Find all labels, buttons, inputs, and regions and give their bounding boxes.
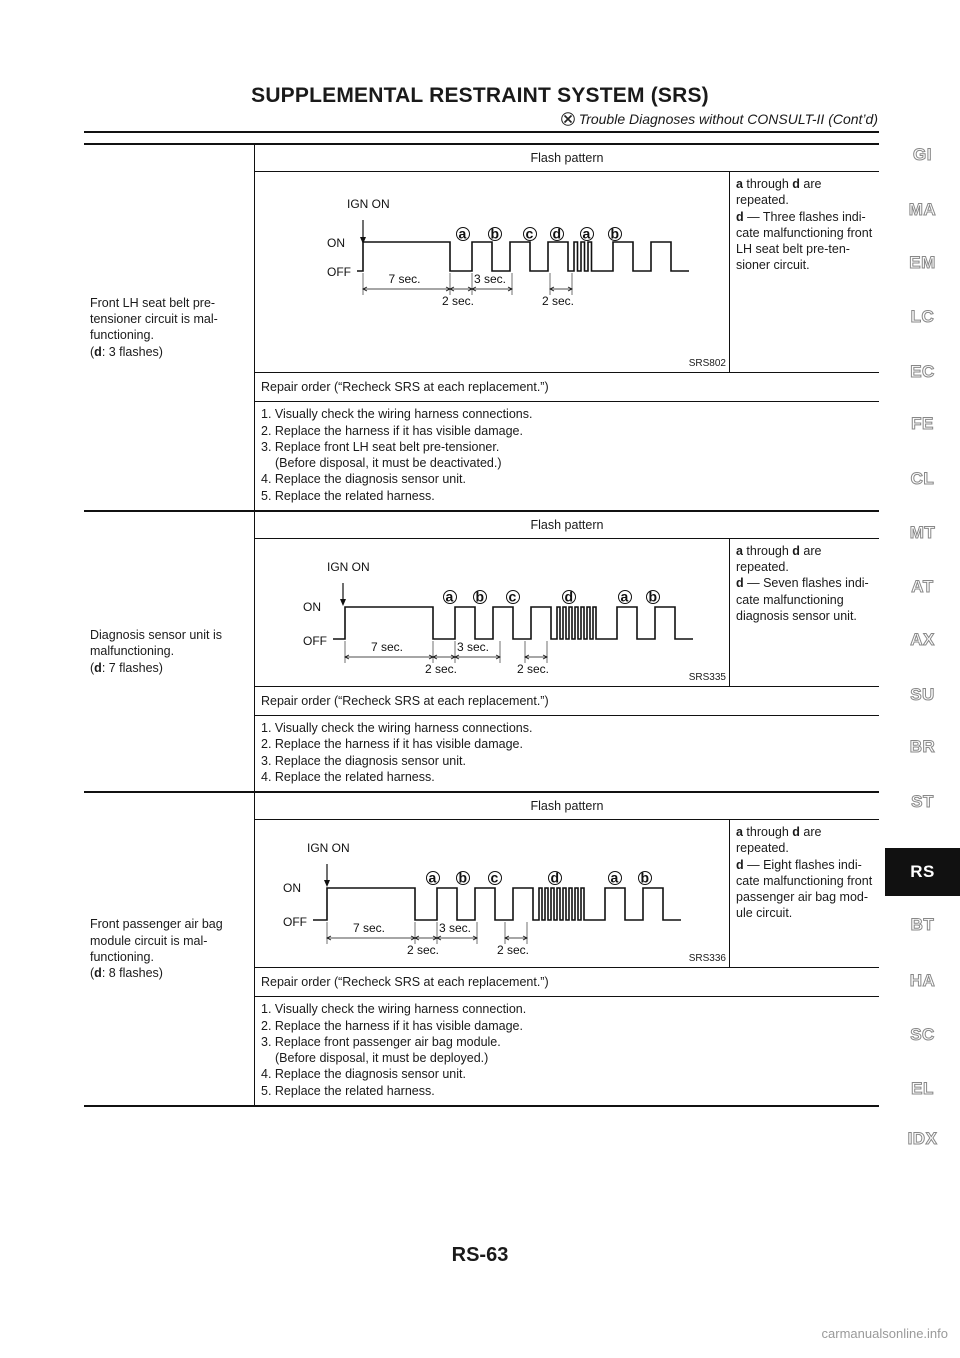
condition-line: Front passenger air bag <box>90 917 223 932</box>
on-label: ON <box>303 599 321 614</box>
time-2sec-label: 2 sec. <box>442 294 475 308</box>
flash-letter-c: c <box>508 588 517 605</box>
flash-letter-a: a <box>428 869 437 886</box>
detail-cell <box>255 511 880 792</box>
table-row <box>84 144 879 511</box>
section-tab-label: LC <box>910 306 935 326</box>
section-tab-at[interactable] <box>885 564 960 609</box>
condition-line: module circuit is mal- <box>90 933 208 948</box>
repair-steps <box>255 402 879 510</box>
list-item: 3. Replace front passenger air bag module. <box>261 1034 501 1049</box>
repair-steps <box>255 716 879 791</box>
flash-letter-b: b <box>475 588 485 605</box>
list-item: (Before disposal, it must be deactivated.) <box>275 456 502 470</box>
list-item: 1. Visually check the wiring harness connections. <box>261 407 533 422</box>
flash-letter-c: c <box>490 869 499 886</box>
section-tab-bt[interactable] <box>885 902 960 947</box>
time-7sec-label: 7 sec. <box>371 639 404 654</box>
condition-line: Front LH seat belt pre- <box>90 295 216 310</box>
list-item: 3. Replace front LH seat belt pre-tensioner. <box>261 439 500 454</box>
condition-line: functioning. <box>90 328 154 343</box>
section-tab-gi[interactable] <box>885 132 960 177</box>
ign-on-label: IGN ON <box>327 559 370 574</box>
list-item: 2. Replace the harness if it has visible damage. <box>261 1018 523 1033</box>
time-3sec-label: 3 sec. <box>474 272 507 286</box>
list-item: 4. Replace the diagnosis sensor unit. <box>261 472 466 487</box>
time-3sec-label: 3 sec. <box>439 921 472 935</box>
flash-pattern-figure <box>255 539 730 686</box>
flash-pattern-figure <box>255 172 730 372</box>
section-tab-label: FE <box>911 413 934 433</box>
section-tab-el[interactable] <box>885 1066 960 1111</box>
repair-order: Repair order (“Recheck SRS at each replacement.”) <box>255 968 879 997</box>
list-item: 5. Replace the related harness. <box>261 488 435 503</box>
flash-letter-b: b <box>490 225 500 242</box>
detail-cell <box>255 144 880 511</box>
flash-letter-a: a <box>610 869 619 886</box>
section-tab-cl[interactable] <box>885 456 960 501</box>
flash-letter-c: c <box>525 225 534 242</box>
detail-cell <box>255 792 880 1106</box>
time-2sec-label: 2 sec. <box>542 294 575 308</box>
on-label: ON <box>283 881 301 895</box>
repair-order: Repair order (“Recheck SRS at each replacement.”) <box>255 687 879 716</box>
list-item: 1. Visually check the wiring harness connection. <box>261 1002 527 1017</box>
repair-steps <box>255 997 879 1105</box>
section-tab-label: ST <box>911 791 934 811</box>
condition-line: Diagnosis sensor unit is <box>90 628 223 642</box>
flash-letter-b: b <box>610 225 620 242</box>
section-tab-label: IDX <box>907 1128 938 1148</box>
table-row <box>84 792 879 1106</box>
list-item: 5. Replace the related harness. <box>261 1083 435 1098</box>
section-tab-sc[interactable] <box>885 1012 960 1057</box>
list-item: 4. Replace the related harness. <box>261 769 435 784</box>
flash-pattern-heading: Flash pattern <box>255 793 879 820</box>
section-tab-label: CL <box>910 468 935 488</box>
time-2sec-label: 2 sec. <box>517 661 550 676</box>
time-2sec-label: 2 sec. <box>497 943 530 957</box>
flash-letter-a: a <box>620 588 629 605</box>
figure-code: SRS802 <box>688 358 726 369</box>
condition-cell <box>84 792 255 1106</box>
diagnosis-table <box>84 143 879 1107</box>
section-tab-label: AT <box>911 576 934 596</box>
on-label: ON <box>327 236 345 250</box>
wrench-screwdriver-icon <box>561 112 575 126</box>
section-tab-lc[interactable] <box>885 294 960 339</box>
condition-cell <box>84 144 255 511</box>
list-item: 4. Replace the diagnosis sensor unit. <box>261 1067 466 1082</box>
table-row <box>84 511 879 792</box>
flash-letter-b: b <box>640 869 650 886</box>
ign-on-label: IGN ON <box>307 841 350 855</box>
ign-arrowhead <box>340 599 346 606</box>
time-7sec-label: 7 sec. <box>353 921 386 935</box>
section-tab-label: MA <box>908 199 937 219</box>
off-label: OFF <box>303 633 327 648</box>
subtitle-text: Trouble Diagnoses without CONSULT-II (Cont’d) <box>578 111 878 127</box>
section-tab-label: EL <box>911 1078 934 1098</box>
list-item: 3. Replace the diagnosis sensor unit. <box>261 753 466 768</box>
section-tab-label: EC <box>910 361 935 381</box>
watermark: carmanualsonline.info <box>821 1326 948 1341</box>
section-tab-st[interactable] <box>885 779 960 824</box>
figure-code: SRS336 <box>688 953 726 964</box>
section-tab-mt[interactable] <box>885 510 960 555</box>
section-tab-label: RS <box>910 862 935 881</box>
section-tab-label: SU <box>910 684 935 704</box>
condition-line: malfunctioning. <box>90 644 175 659</box>
page-subtitle <box>561 111 878 127</box>
flash-letter-d: d <box>552 225 562 242</box>
ign-arrowhead <box>324 880 330 887</box>
flash-letter-a: a <box>582 225 591 242</box>
list-item: (Before disposal, it must be deployed.) <box>275 1051 489 1065</box>
section-tab-label: GI <box>913 144 932 164</box>
off-label: OFF <box>327 265 351 279</box>
flash-letter-d: d <box>550 869 560 886</box>
condition-line: functioning. <box>90 949 154 964</box>
section-tab-rs[interactable] <box>885 848 960 896</box>
flash-letter-a: a <box>458 225 467 242</box>
section-tab-em[interactable] <box>885 240 960 285</box>
flash-waveform <box>357 242 689 271</box>
condition-line: tensioner circuit is mal- <box>90 312 218 327</box>
flash-letter-d: d <box>564 588 574 605</box>
condition-cell <box>84 511 255 792</box>
section-tab-label: BR <box>909 736 936 756</box>
section-tab-ha[interactable] <box>885 958 960 1003</box>
condition-flash-count: (d: 3 flashes) <box>90 344 163 359</box>
section-tab-label: MT <box>909 522 936 542</box>
section-tab-ax[interactable] <box>885 617 960 662</box>
flash-pattern-figure <box>255 820 730 967</box>
section-tab-ma[interactable] <box>885 187 960 232</box>
ign-on-label: IGN ON <box>347 197 390 211</box>
flash-pattern-description: a through d are repeated. d — Seven flashes indi- cate malfunctioning diagnosis sensor unit. <box>736 543 869 623</box>
flash-pattern-description: a through d are repeated. d — Three flashes indi- cate malfunctioning front LH seat belt pre-ten- sioner circuit. <box>736 177 873 273</box>
list-item: 1. Visually check the wiring harness connections. <box>261 721 533 735</box>
flash-waveform <box>313 888 681 920</box>
condition-flash-count: (d: 7 flashes) <box>90 660 163 675</box>
time-2sec-label: 2 sec. <box>425 661 458 676</box>
time-3sec-label: 3 sec. <box>457 639 490 654</box>
section-tab-label: HA <box>909 970 936 990</box>
flash-pattern-heading: Flash pattern <box>255 145 879 172</box>
flash-letter-b: b <box>458 869 468 886</box>
condition-flash-count: (d: 8 flashes) <box>90 966 163 981</box>
off-label: OFF <box>283 915 307 929</box>
time-2sec-label: 2 sec. <box>407 943 440 957</box>
repair-order: Repair order (“Recheck SRS at each replacement.”) <box>255 373 879 402</box>
page-title: SUPPLEMENTAL RESTRAINT SYSTEM (SRS) <box>251 84 709 107</box>
flash-pattern-description: a through d are repeated. d — Eight flashes indi- cate malfunctioning front passenger air bag mod- ule circuit. <box>736 825 873 921</box>
section-tab-idx[interactable] <box>885 1116 960 1161</box>
section-tab-br[interactable] <box>885 724 960 769</box>
flash-letter-b: b <box>648 588 658 605</box>
flash-letter-a: a <box>445 588 454 605</box>
section-tab-su[interactable] <box>885 672 960 717</box>
flash-waveform <box>333 607 693 639</box>
time-7sec-label: 7 sec. <box>388 272 421 286</box>
section-tab-fe[interactable] <box>885 401 960 446</box>
list-item: 2. Replace the harness if it has visible damage. <box>261 423 523 438</box>
section-tab-ec[interactable] <box>885 349 960 394</box>
section-tab-label: AX <box>910 629 935 649</box>
page-number: RS-63 <box>451 1244 509 1266</box>
section-tab-label: EM <box>909 252 936 272</box>
flash-pattern-heading: Flash pattern <box>255 512 879 539</box>
list-item: 2. Replace the harness if it has visible damage. <box>261 737 523 752</box>
header-rule <box>84 131 879 133</box>
figure-code: SRS335 <box>688 671 726 683</box>
section-tab-label: SC <box>910 1024 935 1044</box>
section-tab-label: BT <box>910 914 935 934</box>
